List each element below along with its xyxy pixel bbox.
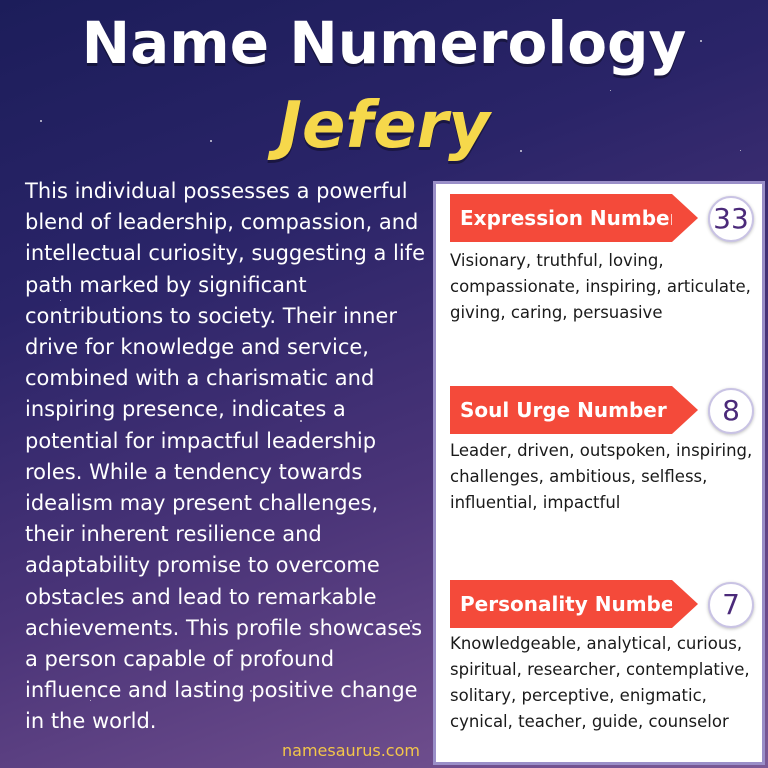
personality-number-label: Personality Number bbox=[450, 580, 672, 628]
page-title: Name Numerology bbox=[81, 9, 687, 77]
expression-number-label: Expression Number bbox=[450, 194, 672, 242]
expression-number-traits: Visionary, truthful, loving, compassionate, inspiring, articulate, giving, caring, persuasive bbox=[450, 251, 751, 322]
soul-urge-number-traits: Leader, driven, outspoken, inspiring, challenges, ambitious, selfless, influential, impactful bbox=[450, 441, 753, 512]
personality-number-badge: 7 bbox=[708, 582, 754, 628]
soul-urge-number-badge: 8 bbox=[708, 388, 754, 434]
site-credit: namesaurus.com bbox=[282, 741, 420, 760]
profile-description: This individual possesses a powerful blend of leadership, compassion, and intellectual curiosity, suggesting a life path marked by significant contributions to society. Their inner drive for knowledge and service, combined with a charismatic and inspiring presence, indicates a potential for impactful leadership roles. While a tendency towards idealism may present challenges, their inherent resilience and adaptability promise to overcome obstacles and lead to remarkable achievements. This profile showcases a person capable of profound influence and lasting positive change in the world. bbox=[25, 179, 425, 734]
expression-number-badge: 33 bbox=[708, 196, 754, 242]
subject-name: Jefery bbox=[278, 89, 490, 163]
soul-urge-number-label: Soul Urge Number bbox=[450, 386, 672, 434]
numbers-panel bbox=[433, 181, 765, 765]
personality-number-traits: Knowledgeable, analytical, curious, spiritual, researcher, contemplative, solitary, perceptive, enigmatic, cynical, teacher, guide, counselor bbox=[450, 634, 750, 731]
